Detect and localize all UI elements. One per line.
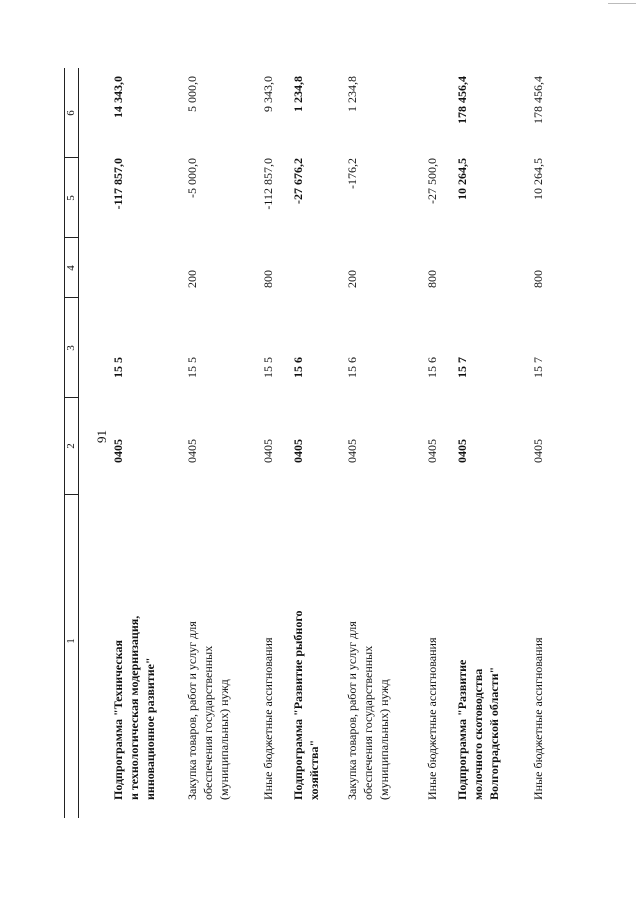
change-amount: 10 264,5 — [531, 158, 545, 200]
target-article: 15 5 — [261, 357, 275, 378]
section-code: 0405 — [261, 439, 275, 463]
total-amount: 5 000,0 — [185, 76, 199, 112]
budget-table — [64, 68, 624, 818]
expense-type: 200 — [185, 270, 199, 288]
row-description — [454, 440, 503, 800]
expense-type: 800 — [425, 270, 439, 288]
description-line: Иные бюджетные ассигнования — [425, 637, 439, 800]
section-code: 0405 — [455, 439, 469, 463]
section-code: 0405 — [345, 439, 359, 463]
change-amount: -117 857,0 — [111, 158, 125, 210]
target-article: 15 7 — [455, 357, 469, 378]
expense-type: 800 — [261, 270, 275, 288]
description-line: и технологическая модернизация, — [127, 615, 142, 800]
description-line: Закупка товаров, работ и услуг для — [345, 621, 359, 800]
target-article: 15 6 — [291, 357, 305, 378]
row-description — [110, 440, 159, 800]
section-code: 0405 — [185, 439, 199, 463]
section-code: 0405 — [531, 439, 545, 463]
target-article: 15 5 — [185, 357, 199, 378]
header-divider — [64, 494, 78, 495]
description-line: Подпрограмма "Техническая — [111, 640, 125, 800]
section-code: 0405 — [111, 439, 125, 463]
header-divider — [64, 237, 78, 238]
row-description — [344, 440, 393, 800]
description-line: Иные бюджетные ассигнования — [531, 637, 545, 800]
description-line: инновационное развитие" — [143, 657, 158, 800]
column-number-4: 4 — [65, 265, 77, 271]
column-number-6: 6 — [65, 110, 77, 116]
row-description — [260, 440, 276, 800]
change-amount: -176,2 — [345, 158, 359, 189]
change-amount: -27 676,2 — [291, 158, 305, 204]
change-amount: -5 000,0 — [185, 158, 199, 198]
description-line: молочного скотоводства — [471, 668, 486, 800]
column-number-3: 3 — [65, 345, 77, 351]
total-amount: 178 456,4 — [531, 76, 545, 124]
column-number-5: 5 — [65, 195, 77, 201]
page-number: 91 — [94, 430, 109, 443]
column-number-2: 2 — [65, 443, 77, 449]
description-line: обеспечения государственных — [201, 645, 216, 800]
total-amount: 14 343,0 — [111, 76, 125, 118]
target-article: 15 7 — [531, 357, 545, 378]
description-line: Подпрограмма "Развитие — [455, 659, 469, 800]
header-divider — [64, 157, 78, 158]
section-code: 0405 — [425, 439, 439, 463]
header-divider — [64, 297, 78, 298]
total-amount: 178 456,4 — [455, 76, 469, 124]
scan-edge-mark — [608, 3, 636, 4]
target-article: 15 6 — [345, 357, 359, 378]
header-divider — [64, 397, 78, 398]
row-description — [184, 440, 233, 800]
description-line: Подпрограмма "Развитие рыбного — [291, 610, 305, 800]
description-line: Волгоградской области" — [487, 666, 502, 800]
expense-type: 200 — [345, 270, 359, 288]
change-amount: 10 264,5 — [455, 158, 469, 200]
description-line: Иные бюджетные ассигнования — [261, 637, 275, 800]
header-bottom-border — [78, 68, 79, 818]
row-description — [530, 440, 546, 800]
section-code: 0405 — [291, 439, 305, 463]
change-amount: -112 857,0 — [261, 158, 275, 210]
row-description — [424, 440, 440, 800]
description-line: (муниципальных) нужд — [217, 679, 232, 800]
description-line: (муниципальных) нужд — [377, 679, 392, 800]
row-description — [290, 440, 322, 800]
target-article: 15 6 — [425, 357, 439, 378]
total-amount: 1 234,8 — [345, 76, 359, 112]
total-amount: 1 234,8 — [291, 76, 305, 112]
target-article: 15 5 — [111, 357, 125, 378]
total-amount: 9 343,0 — [261, 76, 275, 112]
description-line: хозяйства" — [307, 739, 322, 800]
expense-type: 800 — [531, 270, 545, 288]
description-line: обеспечения государственных — [361, 645, 376, 800]
description-line: Закупка товаров, работ и услуг для — [185, 621, 199, 800]
column-number-1: 1 — [65, 638, 77, 644]
change-amount: -27 500,0 — [425, 158, 439, 204]
